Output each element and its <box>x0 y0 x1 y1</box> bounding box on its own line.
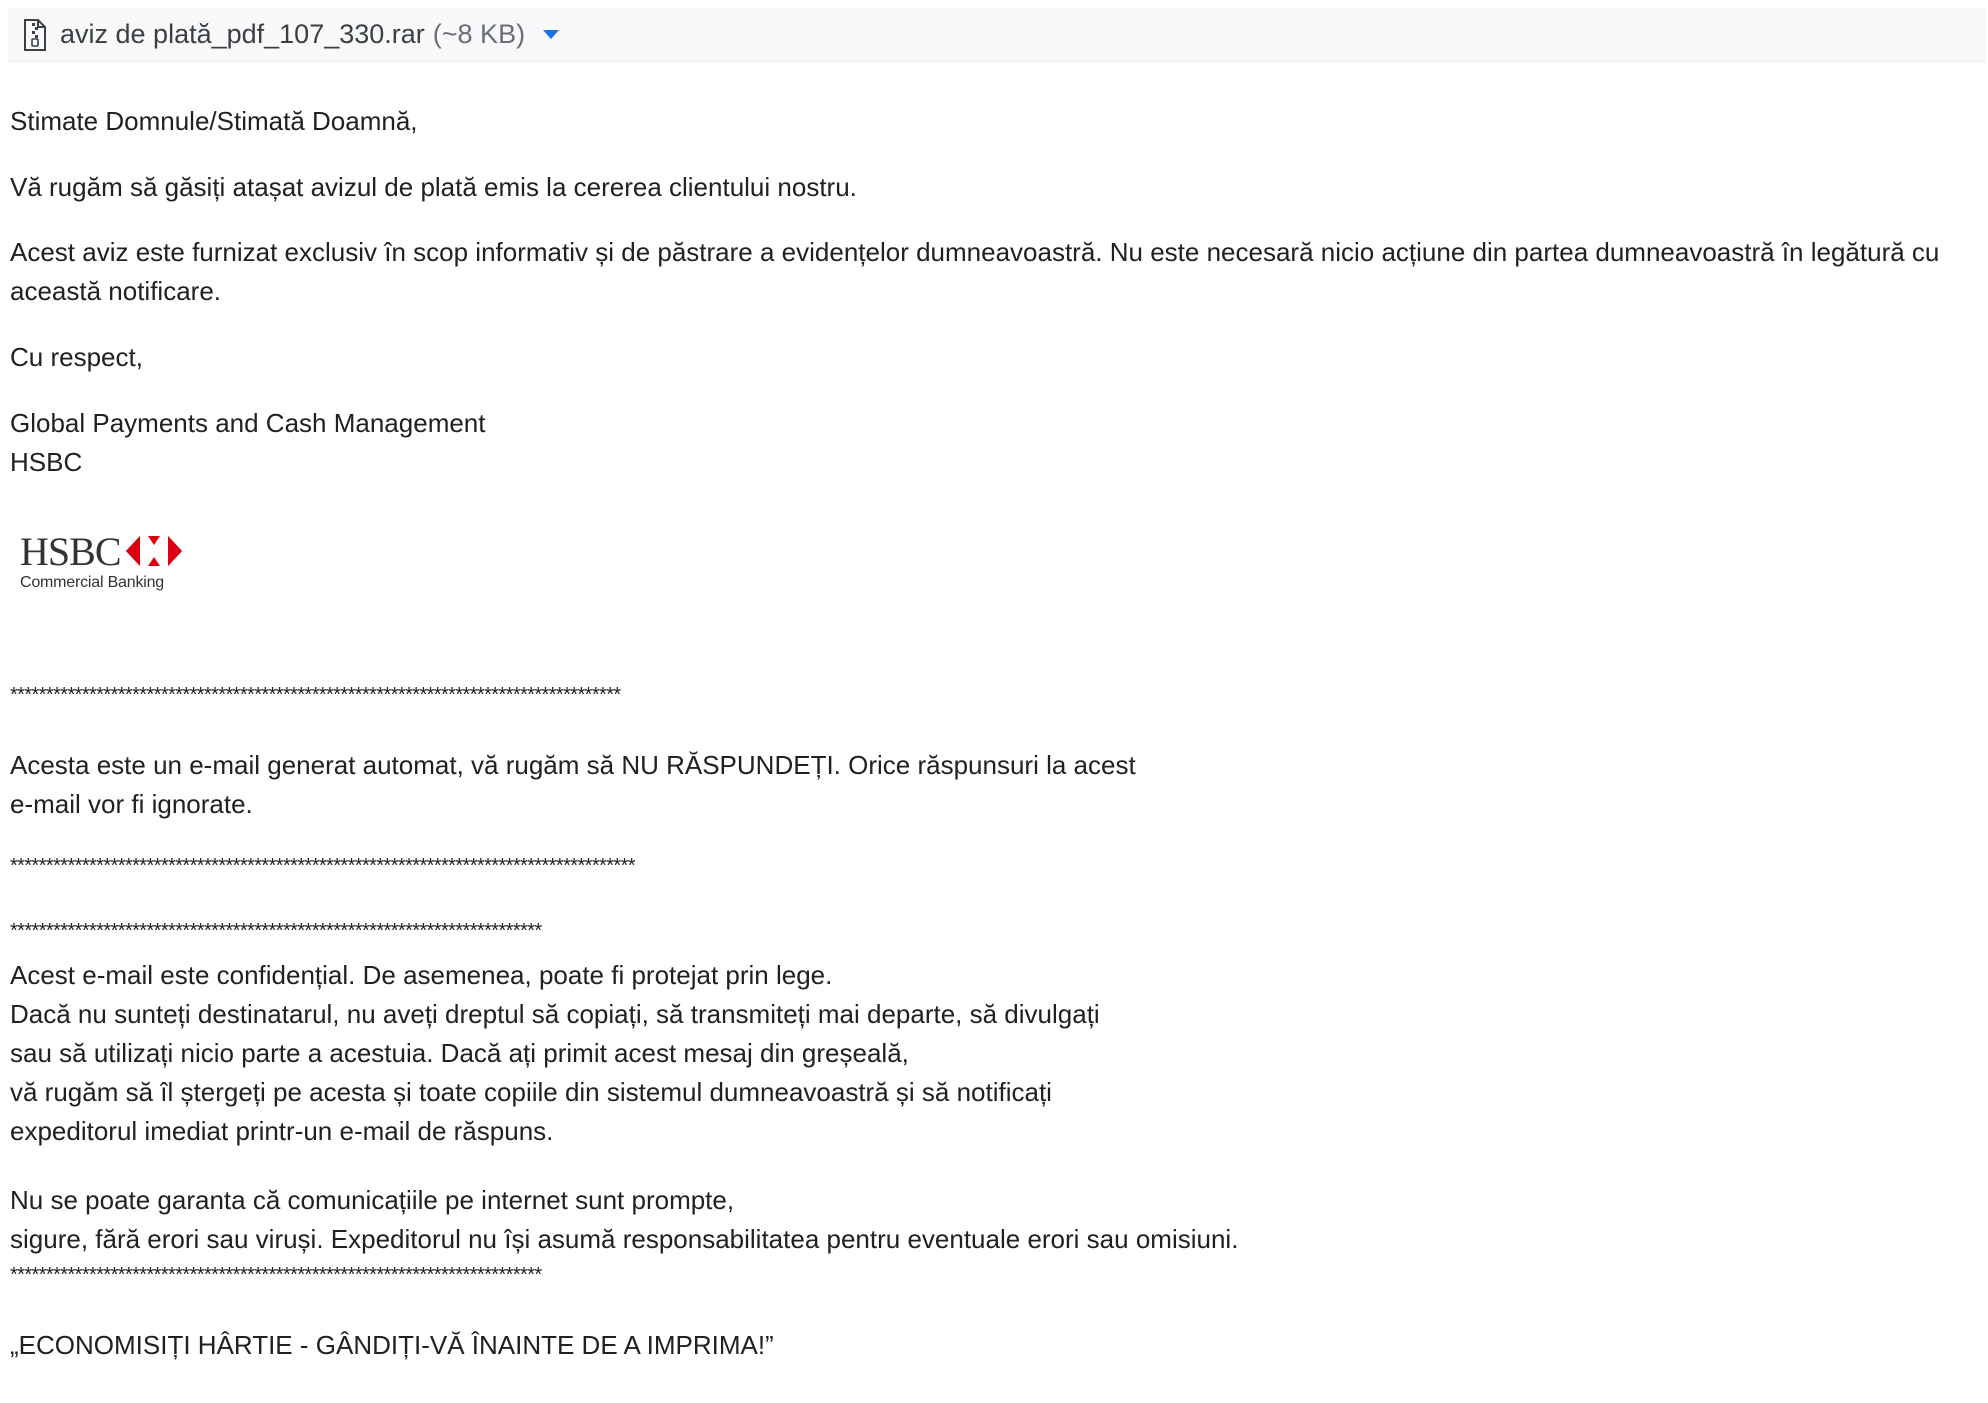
confidential-line-3: sau să utilizați nicio parte a acestuia. Dacă ați primit acest mesaj din greșeală, <box>10 1038 909 1068</box>
separator-4: ************************************************************************** <box>10 1264 542 1286</box>
signature-line-1: Global Payments and Cash Management <box>10 408 486 438</box>
confidential-line-2: Dacă nu sunteți destinatarul, nu aveți dreptul să copiați, să transmiteți mai departe, să divulgați <box>10 999 1100 1029</box>
separator-2: *************************************************************************************** <box>10 855 635 877</box>
attachment-bar[interactable] <box>8 8 1986 62</box>
zip-file-icon <box>22 18 48 52</box>
separator-1: ************************************************************************************* <box>10 684 621 706</box>
logo-wordmark: HSBC <box>20 529 121 574</box>
internet-notice-line-2: sigure, fără erori sau viruși. Expeditorul nu își asumă responsabilitatea pentru eventuale erori sau omisiuni. <box>10 1224 1239 1254</box>
caret-down-icon[interactable] <box>543 30 559 39</box>
logo-subtitle: Commercial Banking <box>20 574 165 591</box>
body-paragraph-1: Vă rugăm să găsiți atașat avizul de plată emis la cererea clientului nostru. <box>10 172 857 202</box>
eco-notice: „ECONOMISIȚI HÂRTIE - GÂNDIȚI-VĂ ÎNAINTE DE A IMPRIMA!” <box>10 1330 774 1360</box>
auto-notice-line-2: e-mail vor fi ignorate. <box>10 789 253 819</box>
body-paragraph-2: Acest aviz este furnizat exclusiv în scop informativ și de păstrare a evidențelor dumneavoastră. Nu este necesară nicio acțiune din partea dumneavoastră în legătură cu această notificare. <box>10 237 1940 306</box>
signature-line-2: HSBC <box>10 447 83 477</box>
hsbc-logo <box>20 530 190 600</box>
greeting: Stimate Domnule/Stimată Doamnă, <box>10 106 418 136</box>
attachment-file-size: (~8 KB) <box>432 19 526 49</box>
attachment-file-name[interactable]: aviz de plată_pdf_107_330.rar <box>60 19 425 49</box>
internet-notice-line-1: Nu se poate garanta că comunicațiile pe internet sunt prompte, <box>10 1185 735 1215</box>
confidential-line-4: vă rugăm să îl ștergeți pe acesta și toate copiile din sistemul dumneavoastră și să notificați <box>10 1077 1052 1107</box>
confidential-line-5: expeditorul imediat printr-un e-mail de răspuns. <box>10 1116 554 1146</box>
confidential-line-1: Acest e-mail este confidențial. De asemenea, poate fi protejat prin lege. <box>10 960 833 990</box>
hsbc-hexagon-icon <box>126 536 182 566</box>
closing: Cu respect, <box>10 342 143 372</box>
separator-3: ************************************************************************** <box>10 920 542 942</box>
auto-notice-line-1: Acesta este un e-mail generat automat, vă rugăm să NU RĂSPUNDEȚI. Orice răspunsuri la acest <box>10 750 1136 780</box>
